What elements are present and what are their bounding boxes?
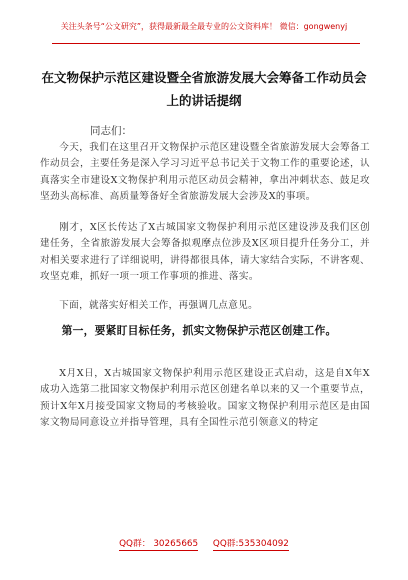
- body-paragraph: 刚才，X区长传达了X古城国家文物保护利用示范区建设涉及我们区创建任务，全省旅游发展大会筹备拟观摩点位涉及X区项目提升任务分工，并对相关要求进行了详细说明，讲得都很具体，请大家结合实际，不讲客观、攻坚克难，抓好一项一项工作事项的推进、落实。: [40, 222, 370, 282]
- body-paragraph: X月X日，X古城国家文物保护利用示范区建设正式启动，这是自X年X成功入选第二批国家文物保护利用示范区创建名单以来的又一个重要节点，预计X年X月接受国家文物局的考核验收。国家文物保护利用示范区是由国家文物局同意设立并指导管理，具有全国性示范引领意义的特定: [40, 368, 370, 428]
- footer-qq-group-2[interactable]: QQ群:535304092: [212, 539, 289, 549]
- section-heading: 第一，要紧盯目标任务，抓实文物保护示范区创建工作。: [61, 324, 337, 337]
- footer-qq-group-1[interactable]: QQ群： 30265665: [119, 539, 199, 549]
- header-banner: 关注头条号“公文研究”，获得最新最全最专业的公文资料库！ 微信：gongwenyj: [60, 22, 348, 31]
- salutation: 同志们：: [90, 125, 132, 137]
- document-title: 在文物保护示范区建设暨全省旅游发展大会筹备工作动员会上的讲话提纲: [41, 70, 367, 108]
- footer-contacts: [0, 538, 408, 551]
- body-paragraph: 下面，就落实好相关工作，再强调几点意见。: [59, 300, 259, 311]
- header-divider: [52, 43, 360, 44]
- body-paragraph: 今天，我们在这里召开文物保护示范区建设暨全省旅游发展大会筹备工作动员会，主要任务是深入学习习近平总书记关于文物工作的重要论述，认真落实全市建设X文物保护利用示范区动员会精神，拿出冲刺状态、鼓足攻坚劲头高标准、高质量筹备好全省旅游发展大会涉及X的事项。: [40, 142, 370, 202]
